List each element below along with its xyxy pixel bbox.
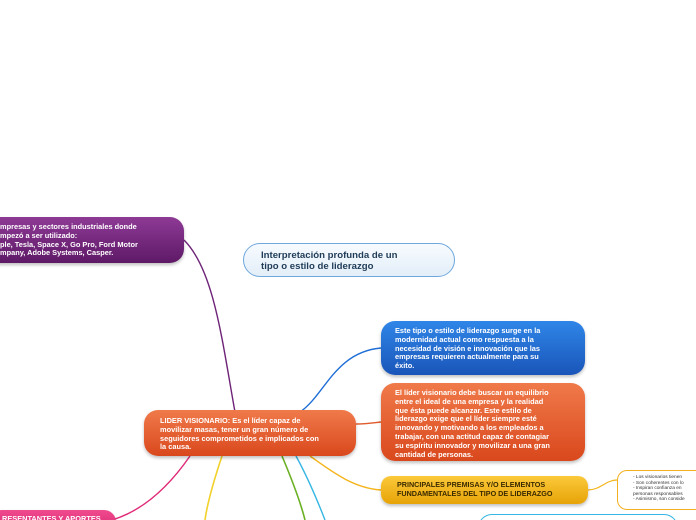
premises-note-line: - Son coherentes con lo — [633, 480, 684, 486]
balance-node-text: El líder visionario debe buscar un equilibrio entre el ideal de una empresa y la realidad que ésta puede alcanzar. Este estilo de liderazgo exige que el líder siempre esté innovando y motivando a los empleados a trabajar, con una actitud capaz de contagiar su espíritu innovador y movilizar a una gran cantidad de personas. — [395, 388, 550, 459]
central-node[interactable] — [144, 410, 356, 456]
premises-node-text: PRINCIPALES PREMISAS Y/O ELEMENTOS FUNDAMENTALES DEL TIPO DE LIDERAZGO — [397, 480, 553, 498]
link-central-to-yellow-branch — [205, 456, 222, 520]
premises-node[interactable] — [381, 476, 588, 504]
representatives-node-text: RESENTANTES Y APORTES — [2, 514, 101, 520]
origin-node[interactable] — [381, 321, 585, 375]
title-node-text: Interpretación profunda de un tipo o estilo de liderazgo — [261, 250, 398, 272]
link-central-to-companies — [184, 240, 235, 412]
cyan-branch-node[interactable] — [478, 514, 678, 520]
link-central-to-premises — [310, 456, 381, 490]
companies-node[interactable] — [0, 217, 184, 263]
premises-note[interactable] — [617, 470, 696, 510]
premises-note-line: - Los visionarios tienen — [633, 475, 683, 480]
link-central-to-balance — [356, 422, 381, 424]
title-node[interactable] — [243, 243, 455, 277]
representatives-node[interactable] — [0, 510, 116, 520]
link-central-to-cyan-branch — [296, 456, 325, 520]
link-premises-to-note — [588, 480, 617, 490]
premises-note-line: - Inspiran confianza en — [633, 486, 682, 492]
companies-node-text: mpresas y sectores industriales donde mpezó a ser utilizado: ple, Tesla, Space X, Go Pro, Ford Motor mpany, Adobe Systems, Casper. — [0, 222, 138, 258]
origin-node-text: Este tipo o estilo de liderazgo surge en la modernidad actual como respuesta a la necesidad de visión e innovación que las empresas requieren actualmente para su éxito. — [395, 326, 541, 371]
link-central-to-representatives — [112, 456, 190, 520]
balance-node[interactable] — [381, 383, 585, 461]
link-central-to-origin — [300, 348, 381, 412]
central-node-text: LIDER VISIONARIO: Es el líder capaz de movilizar masas, tener un gran número de seguidores comprometidos e implicados con la causa. — [160, 416, 319, 452]
premises-note-line: - Asimismo, son conside — [633, 497, 685, 503]
premises-note-line: personas responsables — [633, 491, 683, 497]
